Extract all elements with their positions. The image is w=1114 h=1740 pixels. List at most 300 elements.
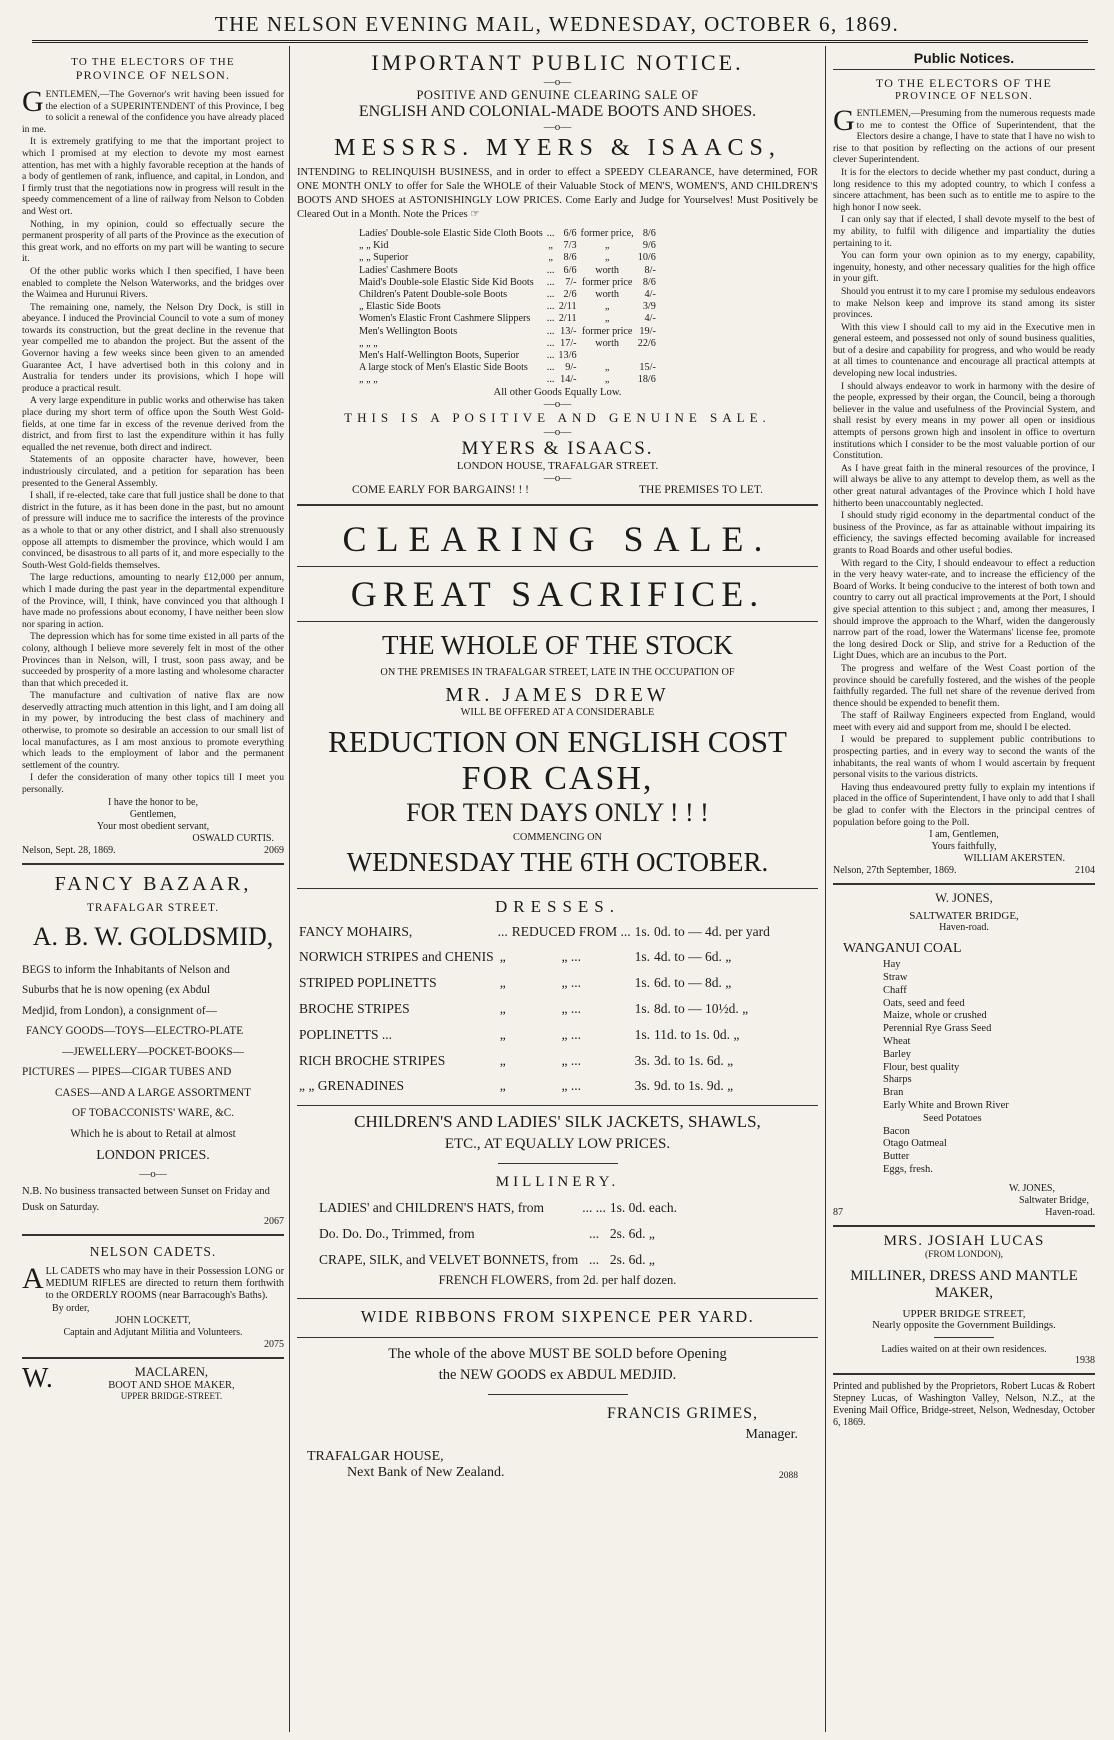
jones-product-item: Butter [883, 1151, 910, 1163]
curtis-title-2: PROVINCE OF NELSON. [75, 68, 231, 82]
millinery-row-cell: 2s. 6d. „ [609, 1251, 655, 1267]
dresses-row-cell: „ ... [561, 1026, 581, 1042]
for-cash-headline: FOR CASH, [461, 759, 654, 797]
akersten-para: You can form your own opinion as to my energy, capability, ingenuity, honesty, and other necessary qualities for the high office in your gift. [833, 250, 1095, 285]
dresses-row-cell: 0d. to — 4d. per yard [654, 923, 770, 939]
boots-row-cell: Men's Wellington Boots [359, 325, 458, 337]
boots-row [357, 362, 658, 374]
great-sacrifice-headline: GREAT SACRIFICE. [350, 573, 765, 614]
boots-row-cell: 10/6 [637, 252, 656, 264]
boots-row-cell: A large stock of Men's Elastic Side Boots [359, 362, 528, 374]
must-be-sold-1: The whole of the above MUST BE SOLD before Opening [388, 1345, 727, 1362]
james-drew: MR. JAMES DREW [445, 683, 670, 706]
bazaar-line: Which he is about to Retail at almost [70, 1127, 236, 1140]
dresses-row-cell: 1s. [634, 923, 651, 939]
jones-road: Haven-road. [939, 922, 989, 934]
dresses-row-cell: 1s. [634, 1026, 651, 1042]
commencing: COMMENCING ON [513, 831, 602, 843]
boots-row-cell: ... [546, 313, 555, 325]
firm-name: MYERS & ISAACS. [461, 437, 654, 459]
jones-product-item: Eggs, fresh. [883, 1163, 933, 1175]
wide-ribbons: WIDE RIBBONS FROM SIXPENCE PER YARD. [360, 1306, 755, 1326]
akersten-title-1: TO THE ELECTORS OF THE [875, 76, 1053, 90]
offered-line: WILL BE OFFERED AT A CONSIDERABLE [460, 706, 655, 718]
curtis-closing-2: Gentlemen, [129, 808, 177, 820]
lucas-from: (FROM LONDON), [924, 1249, 1004, 1260]
boots-row-cell: ... [546, 362, 555, 374]
jones-signature-3: Haven-road. [1045, 1206, 1095, 1218]
jones-product-item: Early White and Brown River [883, 1099, 1009, 1111]
curtis-closing-1: I have the honor to be, [108, 796, 198, 808]
akersten-title-2: PROVINCE OF NELSON. [894, 91, 1034, 102]
akersten-para: Having thus endeavoured pretty fully to explain my intentions if placed in the office of Superintendent, I have only to add that I shall be glad to confer with the Electors in the principal centres of population before going to the Poll. [833, 781, 1095, 828]
curtis-title-1: TO THE ELECTORS OF THE [71, 56, 235, 68]
dresses-row-cell: „ [499, 1026, 506, 1042]
jones-product-item: Wheat [883, 1036, 911, 1047]
jones-name: W. JONES, [935, 891, 993, 906]
boots-row-cell: „ Elastic Side Boots [359, 301, 441, 313]
jones-product-item: Sharps [883, 1074, 912, 1086]
dresses-row-cell: NORWICH STRIPES and CHENIS [299, 949, 494, 965]
millinery-row-cell: CRAPE, SILK, and VELVET BONNETS, from [319, 1251, 579, 1267]
divider [297, 1105, 818, 1106]
boots-row [357, 289, 658, 301]
come-early: COME EARLY FOR BARGAINS! ! ! [352, 483, 529, 496]
curtis-para: A very large expenditure in public works and otherwise has taken place during my short term of office upon the South West Gold-fields, at one time far in excess of the revenue derived from the district, and from first to last the expenditure within it has fully equalled the net revenue, both direct and indirect. [22, 395, 284, 453]
manager: Manager. [745, 1426, 798, 1442]
boots-row-cell: 7/3 [563, 240, 577, 252]
positive-sale: THIS IS A POSITIVE AND GENUINE SALE. [344, 409, 771, 425]
boots-row-cell: „ „ „ [359, 374, 378, 386]
curtis-date: Nelson, Sept. 28, 1869. [22, 844, 116, 856]
boots-row-cell: 2/11 [558, 301, 577, 313]
lucas-name: MRS. JOSIAH LUCAS [883, 1232, 1045, 1249]
boots-row-cell: „ [604, 240, 610, 252]
dresses-row [297, 1022, 772, 1048]
middle-column [297, 50, 818, 1730]
maclaren-ad [22, 1365, 284, 1401]
curtis-para: Of the other public works which I then specified, I have been enabled to complete the Nelson Waterworks, and the bridges over the Waimea and Hurunui Rivers. [22, 265, 284, 301]
dresses-row-cell: 1s. [634, 1001, 651, 1017]
maclaren-drop-cap: W. [22, 1363, 53, 1395]
millinery-row [317, 1195, 679, 1221]
boots-row-cell: 3/9 [642, 301, 656, 313]
boots-row-cell: ... [546, 350, 555, 362]
akersten-signature: WILLIAM AKERSTEN. [963, 853, 1065, 865]
boots-row-cell: 4/- [644, 313, 656, 325]
boots-row-cell: 8/6 [642, 228, 656, 239]
dresses-row-cell: „ ... [561, 1078, 581, 1094]
boots-row-cell: 2/6 [563, 289, 577, 301]
boots-row-cell: 4/- [644, 289, 656, 301]
boots-row-cell: 2/11 [558, 313, 577, 325]
millinery-row-cell: ... ... [582, 1200, 606, 1216]
divider [833, 1373, 1095, 1375]
next-bank: Next Bank of New Zealand. [347, 1464, 505, 1480]
dresses-row-cell: „ [499, 975, 506, 991]
curtis-para: I shall, if re-elected, take care that full justice shall be done to that district in the future, as it has been done in the past, but no amount of pressure will induce me to sacrifice the interests of the province as a whole to that or any other district, and I shall also strenuously oppose all attempts to dismember the province, which would I am convinced, be disastrous to all parts of it, and more especially to the South-West Gold-fields themselves. [22, 490, 284, 571]
millinery-row-cell: LADIES' and CHILDREN'S HATS, from [319, 1200, 544, 1216]
boots-row-cell: „ [548, 252, 553, 264]
dresses-price-table [297, 919, 772, 1100]
dresses-row [297, 1048, 772, 1074]
bazaar-title: FANCY BAZAAR, [54, 872, 252, 895]
akersten-para: Should you entrust it to my care I promise my sedulous endeavors to make Nelson keep and improve its stand among its sister provinces. [833, 285, 1095, 321]
lucas-near: Nearly opposite the Government Buildings. [872, 1319, 1056, 1331]
jones-signature-1: W. JONES, [1008, 1182, 1055, 1194]
dresses-heading: DRESSES. [495, 896, 620, 916]
dresses-row-cell: BROCHE STRIPES [299, 1001, 410, 1017]
dresses-row-cell: ... [497, 923, 508, 939]
boots-row-cell: 19/- [639, 325, 656, 337]
masthead-rule [32, 40, 1088, 43]
jones-product-item: Seed Potatoes [923, 1112, 982, 1124]
cadets-order: By order, [52, 1303, 90, 1315]
boots-row [357, 338, 658, 350]
column-divider-left [289, 46, 290, 1732]
cadets-body: LL CADETS who may have in their Possession LONG or MEDIUM RIFLES are directed to return them forthwith to the ORDERLY ROOMS (near Barracough's Baths). [45, 1266, 284, 1302]
boots-row-cell [636, 350, 658, 362]
jones-product-item: Oats, seed and feed [883, 997, 965, 1009]
dresses-row-cell: 8d. to — 10½d. „ [654, 1001, 749, 1017]
maclaren-name: MACLAREN, [134, 1365, 209, 1380]
maclaren-trade: BOOT AND SHOE MAKER, [108, 1380, 235, 1392]
bazaar-line: OF TOBACCONISTS' WARE, &C. [71, 1107, 235, 1120]
akersten-drop-cap: G [833, 104, 855, 137]
masthead: THE NELSON EVENING MAIL, WEDNESDAY, OCTOBER 6, 1869. [214, 12, 900, 36]
lucas-waited: Ladies waited on at their own residences. [881, 1343, 1047, 1355]
akersten-para: It is for the electors to decide whether my past conduct, during a long residence to this my adopted country, to which I confess a sincere attachment, has been such as to entitle me to aspire to the high honor I now seek. [833, 166, 1095, 213]
dresses-row-cell: 4d. to — 6d. „ [654, 949, 732, 965]
curtis-ad-number: 2069 [264, 844, 284, 856]
akersten-para: The staff of Railway Engineers expected from England, would meet with every aid and support from me, should I be elected. [833, 710, 1095, 733]
boots-row-cell: 8/- [644, 264, 656, 276]
left-column [22, 50, 284, 1730]
boots-row [357, 301, 658, 313]
divider [297, 1337, 818, 1338]
boots-row-cell: ... [546, 374, 555, 386]
akersten-closing-1: I am, Gentlemen, [929, 829, 999, 841]
dresses-row [297, 944, 772, 970]
boots-row-cell: Children's Patent Double-sole Boots [359, 289, 508, 301]
boots-row [357, 228, 658, 240]
curtis-letter [22, 85, 284, 796]
premises-to-let: THE PREMISES TO LET. [639, 483, 763, 496]
bazaar-line: Medjid, from London), a consignment of— [22, 1004, 217, 1017]
dresses-row [297, 919, 772, 945]
boots-row-cell: worth [595, 289, 620, 301]
cadets-drop-cap: A [22, 1262, 44, 1296]
curtis-para: I defer the consideration of many other topics till I meet you personally. [22, 772, 284, 796]
francis-grimes: FRANCIS GRIMES, [606, 1404, 758, 1422]
boots-row-cell: 13/- [560, 325, 577, 337]
curtis-para: The depression which has for some time existed in all parts of the colony, although I believe more severely felt in most of the other Provinces than in Nelson, will, I trust, soon pass away, and be succeeded by prosperity of a more lasting and wholesome character than that which preceded it. [22, 631, 284, 689]
bazaar-line: BEGS to inform the Inhabitants of Nelson and [22, 963, 230, 976]
millinery-row-cell: ... [589, 1226, 600, 1242]
dresses-row-cell: FANCY MOHAIRS, [299, 923, 413, 939]
column-divider-right [825, 46, 826, 1732]
divider [297, 566, 818, 567]
jones-ad [833, 891, 1095, 1219]
akersten-closing-2: Yours faithfully, [931, 841, 997, 853]
dresses-row-cell: „ ... [561, 1001, 581, 1017]
lucas-street: UPPER BRIDGE STREET, [902, 1307, 1026, 1320]
separator: —o— [543, 397, 572, 410]
akersten-para: I should always endeavor to work in harmony with the desire of the people, expressed by their organ, the Council, being a thorough believer in the value and usefulness of the Provincial System, and shall resist by every means in my power all open or insidious attempts of persons grown high and insolent in office to overturn institutions which I consider to be the most valuable portion of our Constitution. [833, 380, 1095, 462]
dresses-row-cell: „ [499, 1001, 506, 1017]
divider [488, 1394, 628, 1395]
boots-row-cell: former price [581, 276, 633, 288]
akersten-para: As I have great faith in the mineral resources of the province, I will always be alive to any attempt to develop them, as well as the other great natural advantages of the Province which I hold have hitherto been unaccountably neglected. [833, 462, 1095, 509]
dresses-row-cell: 6d. to — 8d. „ [654, 975, 732, 991]
dresses-row-cell: 9d. to 1s. 9d. „ [654, 1078, 734, 1094]
reduction-headline: REDUCTION ON ENGLISH COST [328, 723, 787, 759]
boots-row-cell: Ladies' Cashmere Boots [359, 264, 458, 276]
jones-product-item: Perennial Rye Grass Seed [883, 1023, 992, 1035]
millinery-row-cell: 1s. 0d. each. [609, 1200, 677, 1216]
boots-row-cell [579, 350, 636, 362]
dresses-row-cell: REDUCED FROM ... [511, 923, 631, 939]
lucas-trade-2: MAKER, [935, 1284, 993, 1301]
dresses-row-cell: 3s. [634, 1078, 651, 1094]
akersten-ad-number: 2104 [1075, 865, 1095, 877]
bazaar-line: —JEWELLERY—POCKET-BOOKS— [62, 1045, 244, 1058]
millinery-row-cell: 2s. 6d. „ [609, 1226, 655, 1242]
silk-jackets-line-2: ETC., AT EQUALLY LOW PRICES. [444, 1136, 671, 1153]
separator: —o— [543, 471, 572, 484]
boots-row-cell: ... [546, 301, 555, 313]
curtis-para: ENTLEMEN,—The Governor's writ having been issued for the election of a SUPERINTENDENT of this Province, I beg to solicit a renewal of the confidence you have already placed in me. [22, 89, 284, 135]
bazaar-line: Suburbs that he is now opening (ex Abdul [22, 984, 210, 997]
cadets-role: Captain and Adjutant Militia and Volunteers. [63, 1327, 243, 1339]
boots-row-cell: former price [581, 325, 633, 337]
divider [22, 1357, 284, 1359]
boots-row-cell: 9/- [565, 362, 577, 374]
boots-row-cell: ... [546, 264, 555, 276]
dresses-row-cell: POPLINETTS ... [299, 1026, 393, 1042]
maclaren-street: UPPER BRIDGE-STREET. [120, 1391, 223, 1402]
must-be-sold-2: the NEW GOODS ex ABDUL MEDJID. [438, 1366, 677, 1383]
lucas-ad [833, 1233, 1095, 1367]
boots-row-cell: „ „ Superior [359, 252, 409, 264]
boots-row [357, 252, 658, 264]
boots-row-cell: former price, [580, 228, 634, 239]
ten-days-headline: FOR TEN DAYS ONLY ! ! ! [406, 797, 709, 827]
bazaar-line: CASES—AND A LARGE ASSORTMENT [54, 1086, 252, 1099]
akersten-letter [833, 104, 1095, 828]
bazaar-london-prices: LONDON PRICES. [96, 1148, 210, 1164]
notice-heading: IMPORTANT PUBLIC NOTICE. [371, 50, 744, 75]
premises-line: ON THE PREMISES IN TRAFALGAR STREET, LATE IN THE OCCUPATION OF [380, 666, 735, 678]
dresses-row-cell: „ ... [561, 975, 581, 991]
dresses-row-cell: „ [499, 1052, 506, 1068]
jones-product-item: Maize, whole or crushed [883, 1010, 987, 1022]
boots-row-cell: 7/- [565, 276, 577, 288]
divider [297, 888, 818, 889]
akersten-para: I would be prepared to supplement public contributions to prospecting parties, and in every way to second the wants of the inhabitants, the real wants of whom I would ascertain by frequent personal visits to the various districts. [833, 734, 1095, 781]
divider [297, 621, 818, 622]
akersten-para: With regard to the City, I should endeavour to effect a reduction in the very heavy water-rate, and to increase the efficiency of the Board of Works. It being conducive to the interest of both town and country to carry out all practical improvements at the Port, I should give special attention to this subject ; and, among ther measures, I should improve the approach to the Wharf, widen the dangerously narrow part of the road, lower the Watermans' license fee, promote the long desired Dock or Slip, and strive for a Reduction of the Light Dues, which are an incubus to the Port. [833, 557, 1095, 662]
dresses-row-cell: 1s. [634, 975, 651, 991]
boots-price-table [357, 228, 658, 387]
akersten-para: The progress and welfare of the West Coast portion of the province should be carefully fostered, and the wishes of the people faithfully regarded. The full net share of the revenue derived from thence should be expended to benefit them. [833, 662, 1095, 709]
curtis-para: The manufacture and cultivation of native flax are now deservedly attracting much attention in this light, and I am doing all in my power, by introducing the best class of machinery and otherwise, to promote so desirable an accession to our small list of local manufactures, as I am most anxious to promote everything which leads to the employment of labor and the permanent settlement of the country. [22, 690, 284, 771]
millinery-price-table [317, 1195, 679, 1272]
boots-row [357, 374, 658, 386]
boots-row-cell: Men's Half-Wellington Boots, Superior [359, 350, 520, 362]
dresses-row-cell: „ ... [561, 1052, 581, 1068]
jones-place: SALTWATER BRIDGE, [909, 910, 1019, 923]
london-house: LONDON HOUSE, TRAFALGAR STREET. [456, 459, 659, 472]
divider [22, 863, 284, 865]
boots-row [357, 240, 658, 252]
dresses-row-cell: RICH BROCHE STRIPES [299, 1052, 446, 1068]
curtis-para: The remaining one, namely, the Nelson Dry Dock, is still in abeyance. I induced the Provincial Council to vote a sum of money towards its construction, but the great decline in the revenue that year compelled me to abandon the project. But the assent of the Governor having a few weeks since been given to an amended Guarantee Act, I have advertised both in this colony and in Australia for tenders under its provisions, which I hope will produce a practical result. [22, 301, 284, 394]
boots-row [357, 277, 658, 289]
boots-row-cell: 14/- [560, 374, 577, 386]
boots-row [357, 326, 658, 338]
curtis-signature: OSWALD CURTIS. [192, 832, 274, 844]
akersten-para: I can only say that if elected, I shall devote myself to the best of my ability, to fulfil with diligence and impartiality the duties pertaining to it. [833, 214, 1095, 249]
jones-product-list [883, 959, 1095, 1177]
clearing-sale-headline: CLEARING SALE. [342, 518, 773, 559]
akersten-para: ENTLEMEN,—Presuming from the numerous requests made to me to contest the Office of Superintendent, that the Electors desire a change, I have to state that I have no wish to rise to that position by reflecting on the actions of our present clever Superintendent. [833, 108, 1095, 166]
lucas-trade-1: MILLINER, DRESS AND MANTLE [850, 1267, 1078, 1284]
divider [833, 883, 1095, 885]
imprint: Printed and published by the Proprietors, Robert Lucas & Robert Stepney Lucas, of Washington Valley, Nelson, N.Z., at the Evening Mail Office, Bridge-street, Nelson, Wednesday, October 6, 1869. [833, 1380, 1095, 1428]
cadets-ad-number: 2075 [264, 1339, 284, 1351]
akersten-para: With this view I should call to my aid in the Executive men in general esteem, and possessed not only of sound business qualities, but of a desire and capability for progress, and who would be ready at all times to countenance and encourage all practical attempts at developing new local industries. [833, 321, 1095, 380]
dresses-row-cell: „ „ GRENADINES [299, 1078, 404, 1094]
boots-row-cell: Maid's Double-sole Elastic Side Kid Boots [359, 276, 534, 288]
dresses-row-cell: „ ... [561, 949, 581, 965]
dresses-row [297, 1073, 772, 1099]
boots-row-cell: 22/6 [637, 337, 656, 349]
jones-product-item: Bran [883, 1087, 904, 1099]
boots-row-cell: „ [604, 313, 610, 325]
bazaar-nb: N.B. No business transacted between Sunset on Friday and Dusk on Saturday. [22, 1186, 270, 1214]
fancy-bazaar-ad [22, 873, 284, 1229]
dresses-row-cell: 3d. to 1s. 6d. „ [654, 1052, 734, 1068]
divider [833, 1225, 1095, 1227]
akersten-para: I should study rigid economy in the departmental conduct of the business of the Province, as far as attainable without impairing its efficiency, the savings effected becoming available for increased grants to Road Boards and other useful bodies. [833, 510, 1095, 556]
boots-row [357, 265, 658, 277]
firm-intro: INTENDING to RELINQUISH BUSINESS, and in order to effect a SPEEDY CLEARANCE, have determined, FOR ONE MONTH ONLY to offer for Sale the WHOLE of their Valuable Stock of MEN'S, WOMEN'S, AND CHILDREN'S BOOTS AND SHOES at ASTONISHINGLY LOW PRICES. Come Early and Judge for Yourselves! Must Positively be Cleared Out in a Month. Note the Prices ☞ [297, 167, 818, 220]
divider [22, 1234, 284, 1236]
dresses-row-cell: 3s. [634, 1052, 651, 1068]
boots-row-cell: ... [546, 325, 555, 337]
jones-product-item: Otago Oatmeal [883, 1138, 947, 1150]
nelson-cadets-ad [22, 1244, 284, 1351]
jones-signature-2: Saltwater Bridge, [1019, 1194, 1089, 1206]
dresses-row-cell: „ [499, 949, 506, 965]
dresses-row-cell: „ [499, 1078, 506, 1094]
boots-row-cell: Ladies' Double-sole Elastic Side Cloth Boots [359, 228, 543, 239]
curtis-para: The large reductions, amounting to nearly £12,000 per annum, which I made during the past year in the departmental expenditure of the Province, will, I think, have convinced you that although I have made no professions about economy, I have neither been slow nor sparing in action. [22, 572, 284, 630]
right-column [833, 50, 1095, 1730]
jones-product-item: Bacon [883, 1125, 910, 1137]
jones-product-item: Chaff [883, 984, 907, 996]
boots-row [357, 313, 658, 325]
jones-product-item: Hay [883, 959, 901, 971]
notice-sub-2: ENGLISH AND COLONIAL-MADE BOOTS AND SHOES. [358, 103, 757, 120]
divider [934, 1337, 994, 1338]
separator: —o— [543, 121, 572, 133]
akersten-date: Nelson, 27th September, 1869. [833, 865, 957, 877]
curtis-para: It is extremely gratifying to me that the important project to which I promised at my election to devote my most earnest attention, has met with a highly favorable reception at the hands of a body of gentlemen of rank, influence, and capital, in London, and I firmly trust that the negotiations now in progress will result in the speedy commencement of a line of railway from Nelson to Cobden and West ort. [22, 136, 284, 217]
boots-row-cell: 8/6 [642, 276, 656, 288]
firm-heading: MESSRS. MYERS & ISAACS, [334, 135, 781, 161]
curtis-drop-cap: G [22, 85, 44, 118]
boots-row-cell: „ [604, 374, 610, 386]
bazaar-separator: —o— [139, 1168, 167, 1181]
boots-row-cell: „ „ „ [359, 337, 378, 349]
divider [498, 1163, 618, 1164]
dresses-row [297, 996, 772, 1022]
divider [833, 69, 1095, 70]
dresses-row-cell: STRIPED POPLINETTS [299, 975, 437, 991]
boots-row-cell: 9/6 [642, 240, 656, 252]
divider [297, 1298, 818, 1299]
boots-row-cell: 13/6 [558, 350, 577, 362]
boots-row-cell: ... [546, 289, 555, 301]
boots-row-cell: ... [546, 228, 555, 239]
millinery-row [317, 1247, 679, 1273]
boots-row-cell: 15/- [639, 362, 656, 374]
boots-row-cell: „ [604, 252, 610, 264]
jones-ad-number: 87 [833, 1206, 843, 1218]
wednesday-headline: WEDNESDAY THE 6TH OCTOBER. [346, 846, 769, 877]
boots-row-cell: worth [595, 337, 620, 349]
silk-jackets-line-1: CHILDREN'S AND LADIES' SILK JACKETS, SHAWLS, [354, 1112, 761, 1132]
bazaar-proprietor: A. B. W. GOLDSMID, [32, 921, 274, 951]
dresses-row [297, 970, 772, 996]
bazaar-street: TRAFALGAR STREET. [86, 901, 220, 914]
dresses-row-cell: 1s. [634, 949, 651, 965]
lucas-ad-number: 1938 [1075, 1354, 1095, 1366]
millinery-row-cell: ... [589, 1251, 600, 1267]
curtis-closing-3: Your most obedient servant, [96, 820, 210, 832]
trafalgar-house: TRAFALGAR HOUSE, [307, 1448, 444, 1464]
public-notices-heading: Public Notices. [913, 50, 1015, 66]
boots-row-cell: ... [546, 337, 555, 349]
boots-row [357, 350, 658, 362]
curtis-para: Statements of an opposite character have, however, been industriously circulated, and a petition for separation has been presented to the General Assembly. [22, 454, 284, 489]
boots-row-cell: „ „ Kid [359, 240, 389, 252]
jones-product-item: Flour, best quality [883, 1061, 960, 1073]
bazaar-ad-number: 2067 [264, 1216, 284, 1228]
curtis-para: Nothing, in my opinion, could so effectually secure the permanent prosperity of all parts of the Province as the execution of this great work, and no efforts on my part will be wanting to secure it. [22, 218, 284, 265]
boots-row-cell: „ [604, 362, 610, 374]
boots-row-cell: 6/6 [563, 228, 577, 239]
separator: —o— [543, 425, 572, 438]
millinery-row [317, 1221, 679, 1247]
all-other-goods: All other Goods Equally Low. [493, 386, 622, 398]
cadets-title: NELSON CADETS. [89, 1244, 217, 1260]
whole-stock-headline: THE WHOLE OF THE STOCK [382, 629, 733, 660]
boots-row-cell: worth [595, 264, 620, 276]
boots-row-cell: 6/6 [563, 264, 577, 276]
millinery-row-cell: Do. Do. Do., Trimmed, from [319, 1226, 475, 1242]
boots-row-cell: 17/- [560, 337, 577, 349]
grimes-ad-number: 2088 [779, 1470, 798, 1481]
boots-row-cell: 18/6 [637, 374, 656, 386]
jones-product-item: Barley [883, 1048, 911, 1060]
boots-row-cell: Women's Elastic Front Cashmere Slippers [359, 313, 531, 325]
millinery-heading: MILLINERY. [495, 1174, 620, 1191]
cadets-signature: JOHN LOCKETT, [115, 1315, 191, 1327]
boots-row-cell: „ [604, 301, 610, 313]
